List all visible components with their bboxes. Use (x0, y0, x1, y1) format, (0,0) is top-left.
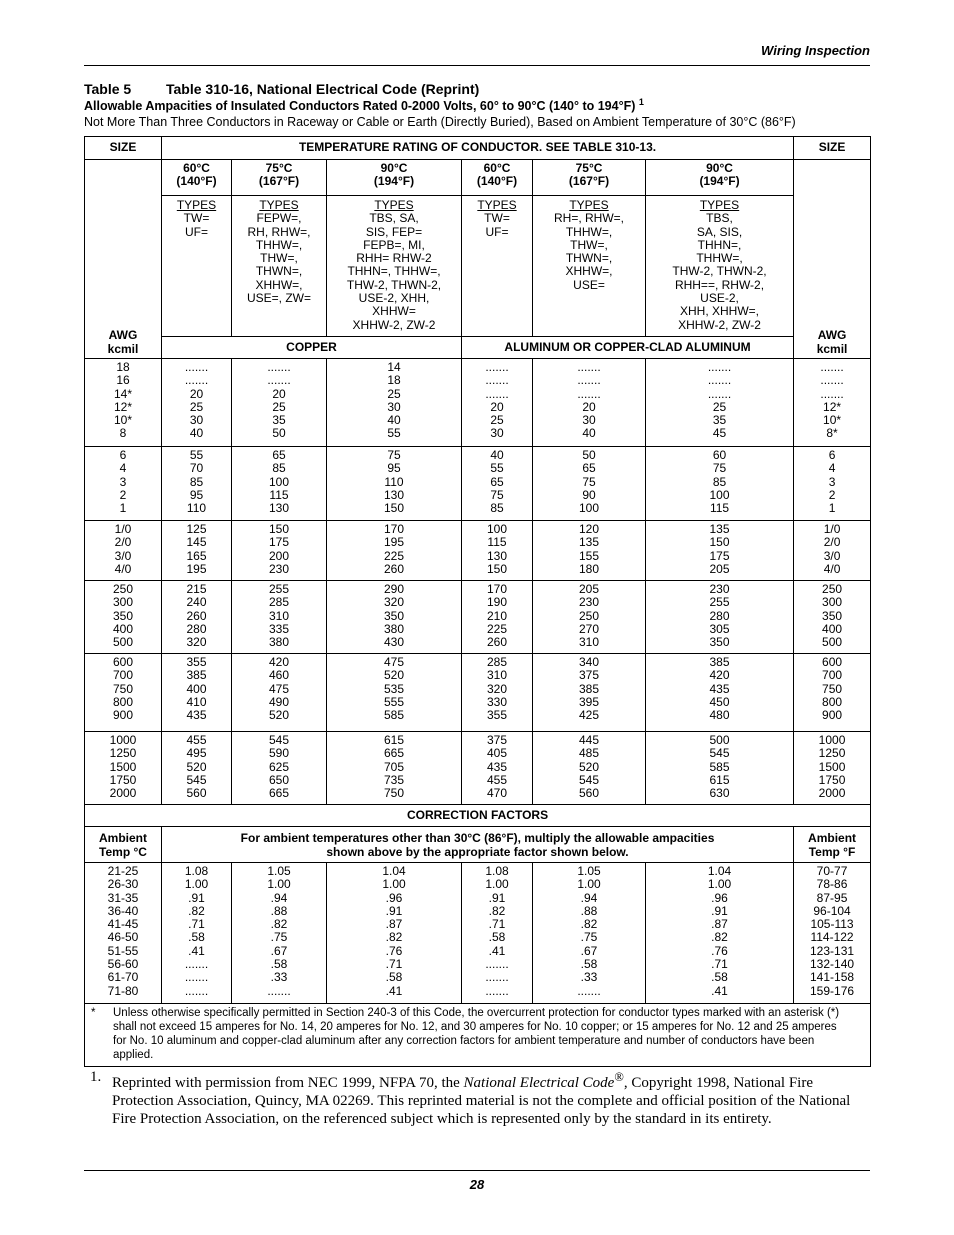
size-cell: 6 4 3 2 1 (85, 447, 162, 521)
temp-heading: 60°C (140°F) (462, 160, 533, 196)
ampacity-cell: 120 135 155 180 (533, 521, 646, 581)
types-cell (646, 196, 794, 337)
ampacity-cell: 500 545 585 615 630 (646, 732, 794, 805)
ambient-f-label: Ambient Temp °F (794, 827, 871, 863)
size-group-row (85, 521, 871, 581)
page-number: 28 (469, 1177, 485, 1192)
table-subtitle-footnote-ref: 1 (638, 97, 644, 107)
reference-italic-title: National Electrical Code (463, 1075, 615, 1091)
ambient-temp-range-cell: 21-25 26-30 31-35 36-40 41-45 46-50 51-55 56-60 61-70 71-80 (85, 863, 162, 1004)
table-note: Not More Than Three Conductors in Raceway or Cable or Earth (Directly Buried), Based on Ambient Temperature of 30°C (86°F) (84, 115, 796, 129)
ampacity-cell: 230 255 280 305 350 (646, 581, 794, 654)
ampacity-cell: 65 85 100 115 130 (232, 447, 327, 521)
table-caption (84, 81, 479, 97)
ampacity-cell: 55 70 85 95 110 (162, 447, 232, 521)
ampacity-cell: 170 190 210 225 260 (462, 581, 533, 654)
ampacity-cell: 475 520 535 555 585 (327, 654, 462, 732)
ampacity-cell: 340 375 385 395 425 (533, 654, 646, 732)
ambient-temp-range-cell: 70-77 78-86 87-95 96-104 105-113 114-122 123-131 132-140 141-158 159-176 (794, 863, 871, 1004)
types-cell (162, 196, 232, 337)
section-title: Wiring Inspection (761, 43, 870, 58)
size-group-row (85, 581, 871, 654)
ampacity-cell: 14 18 25 30 40 55 (327, 359, 462, 447)
size-cell: 600 700 750 800 900 (794, 654, 871, 732)
types-word: TYPES (569, 198, 609, 212)
size-group-row (85, 447, 871, 521)
ampacity-cell: 150 175 200 230 (232, 521, 327, 581)
temperature-rating-header: TEMPERATURE RATING OF CONDUCTOR. SEE TABLE 310-13. (162, 137, 794, 160)
ampacity-cell: ....... ....... ....... 25 35 45 (646, 359, 794, 447)
ampacity-cell: 355 385 400 410 435 (162, 654, 232, 732)
ampacity-cell: 100 115 130 150 (462, 521, 533, 581)
types-word: TYPES (477, 198, 517, 212)
size-cell: 18 16 14* 12* 10* 8 (85, 359, 162, 447)
table-subtitle-text: Allowable Ampacities of Insulated Conductors Rated 0-2000 Volts, 60° to 90°C (140° to 194°F) (84, 99, 636, 114)
ampacity-cell: 445 485 520 545 560 (533, 732, 646, 805)
ampacity-cell: 205 230 250 270 310 (533, 581, 646, 654)
types-word: TYPES (374, 198, 414, 212)
ampacity-cell: 290 320 350 380 430 (327, 581, 462, 654)
ampacity-cell: 50 65 75 90 100 (533, 447, 646, 521)
types-word: TYPES (699, 198, 740, 212)
reference-footnote (90, 1068, 870, 1128)
copper-header: COPPER (162, 337, 462, 359)
ampacity-table (84, 136, 871, 1067)
size-cell: 1000 1250 1500 1750 2000 (85, 732, 162, 805)
temp-heading: 90°C (194°F) (327, 160, 462, 196)
size-group-row (85, 654, 871, 732)
types-list: TW= UF= (484, 211, 510, 239)
correction-instruction: For ambient temperatures other than 30°C (86°F), multiply the allowable ampacities shown above by the appropriate factor shown below. (162, 827, 794, 863)
ampacity-cell: ....... ....... 20 25 35 50 (232, 359, 327, 447)
ampacity-cell: 60 75 85 100 115 (646, 447, 794, 521)
types-cell (533, 196, 646, 337)
size-cell: 250 300 350 400 500 (794, 581, 871, 654)
ampacity-cell: ....... ....... ....... 20 30 40 (533, 359, 646, 447)
types-list: RH=, RHW=, THHW=, THW=, THWN=, XHHW=, USE= (553, 211, 624, 292)
types-cell (327, 196, 462, 337)
ampacity-cell: 170 195 225 260 (327, 521, 462, 581)
correction-factor-cell: 1.04 1.00 .96 .91 .87 .82 .76 .71 .58 .41 (646, 863, 794, 1004)
ampacity-cell: 75 95 110 130 150 (327, 447, 462, 521)
types-list: TW= UF= (183, 211, 210, 239)
size-cell: ....... ....... ....... 12* 10* 8* (794, 359, 871, 447)
ampacity-cell: 455 495 520 545 560 (162, 732, 232, 805)
correction-factor-cell: 1.05 1.00 .94 .88 .82 .75 .67 .58 .33 ....... (232, 863, 327, 1004)
table-name: Table 310-16, National Electrical Code (Reprint) (166, 81, 480, 97)
types-cell (232, 196, 327, 337)
header-divider (84, 65, 870, 66)
registered-mark: ® (614, 1070, 624, 1084)
types-word: TYPES (176, 198, 217, 212)
ampacity-cell: 135 150 175 205 (646, 521, 794, 581)
ampacity-cell: ....... ....... ....... 20 25 30 (462, 359, 533, 447)
ampacity-cell: 375 405 435 455 470 (462, 732, 533, 805)
types-list: TBS, SA, SIS, FEP= FEPB=, MI, RHH= RHW-2 THHN=, THHW=, THW-2, THWN-2, USE-2, XHH, XHHW= XHHW-2, ZW-2 (346, 211, 442, 332)
temp-heading: 60°C (140°F) (162, 160, 232, 196)
size-cell: 250 300 350 400 500 (85, 581, 162, 654)
ampacity-cell: 420 460 475 490 520 (232, 654, 327, 732)
ampacity-cell: 385 420 435 450 480 (646, 654, 794, 732)
table-number: Table 5 (84, 81, 132, 97)
aluminum-header: ALUMINUM OR COPPER-CLAD ALUMINUM (462, 337, 794, 359)
awg-kcmil-label-left: AWG kcmil (85, 160, 162, 359)
size-group-row (85, 359, 871, 447)
ampacity-cell: 215 240 260 280 320 (162, 581, 232, 654)
ampacity-cell: 285 310 320 330 355 (462, 654, 533, 732)
ampacity-cell: 615 665 705 735 750 (327, 732, 462, 805)
temp-heading: 75°C (167°F) (533, 160, 646, 196)
size-header-left: SIZE (85, 137, 162, 160)
temp-heading: 75°C (167°F) (232, 160, 327, 196)
size-cell: 1/0 2/0 3/0 4/0 (794, 521, 871, 581)
table-subtitle (84, 97, 644, 113)
awg-kcmil-label-right: AWG kcmil (794, 160, 871, 359)
types-word: TYPES (259, 198, 299, 212)
ampacity-cell: 40 55 65 75 85 (462, 447, 533, 521)
temp-heading: 90°C (194°F) (646, 160, 794, 196)
footnote-text: Unless otherwise specifically permitted in Section 240-3 of this Code, the overcurrent protection for conductor types marked with an asterisk (*) shall not exceed 15 amperes for No. 14, 20 amperes for No. 12, and 30 amperes for No. 10 copper; or 15 amperes for No. 12 and 25 amperes for No. 10 aluminum and copper-clad aluminum after any correction factors for ambient temperature and number of conductors have been applied. (113, 1007, 840, 1061)
size-cell: 6 4 3 2 1 (794, 447, 871, 521)
reference-number: 1. (90, 1069, 102, 1085)
reference-text-after: , Copyright 1998, National Fire Protection Association, Quincy, MA 02269. This reprinted material is not the complete and official position of the National Fire Protection Association, on the referenced subject which is represented only by the standard in its entirety. (112, 1075, 851, 1127)
correction-factor-cell: 1.04 1.00 .96 .91 .87 .82 .76 .71 .58 .41 (327, 863, 462, 1004)
size-cell: 1000 1250 1500 1750 2000 (794, 732, 871, 805)
ampacity-cell: ....... ....... 20 25 30 40 (162, 359, 232, 447)
size-header-right: SIZE (794, 137, 871, 160)
correction-factor-cell: 1.08 1.00 .91 .82 .71 .58 .41 ....... ....... ....... (162, 863, 232, 1004)
correction-factor-cell: 1.08 1.00 .91 .82 .71 .58 .41 ....... ....... ....... (462, 863, 533, 1004)
size-cell: 600 700 750 800 900 (85, 654, 162, 732)
ampacity-cell: 545 590 625 650 665 (232, 732, 327, 805)
size-group-row (85, 732, 871, 805)
types-list: TBS, SA, SIS, THHN=, THHW=, THW-2, THWN-2, RHH==, RHW-2, USE-2, XHH, XHHW=, XHHW-2, ZW-2 (672, 211, 767, 332)
reference-text-before: Reprinted with permission from NEC 1999, NFPA 70, the (112, 1075, 464, 1091)
footer-divider (84, 1170, 870, 1171)
ampacity-cell: 125 145 165 195 (162, 521, 232, 581)
asterisk-footnote (85, 1004, 871, 1067)
types-cell (462, 196, 533, 337)
size-cell: 1/0 2/0 3/0 4/0 (85, 521, 162, 581)
ampacity-cell: 255 285 310 335 380 (232, 581, 327, 654)
correction-factor-cell: 1.05 1.00 .94 .88 .82 .75 .67 .58 .33 ....... (533, 863, 646, 1004)
correction-factors-header: CORRECTION FACTORS (85, 805, 871, 827)
types-list: FEPW=, RH, RHW=, THHW=, THW=, THWN=, XHHW=, USE=, ZW= (246, 211, 311, 306)
ambient-c-label: Ambient Temp °C (85, 827, 162, 863)
footnote-asterisk: * (91, 1007, 96, 1019)
